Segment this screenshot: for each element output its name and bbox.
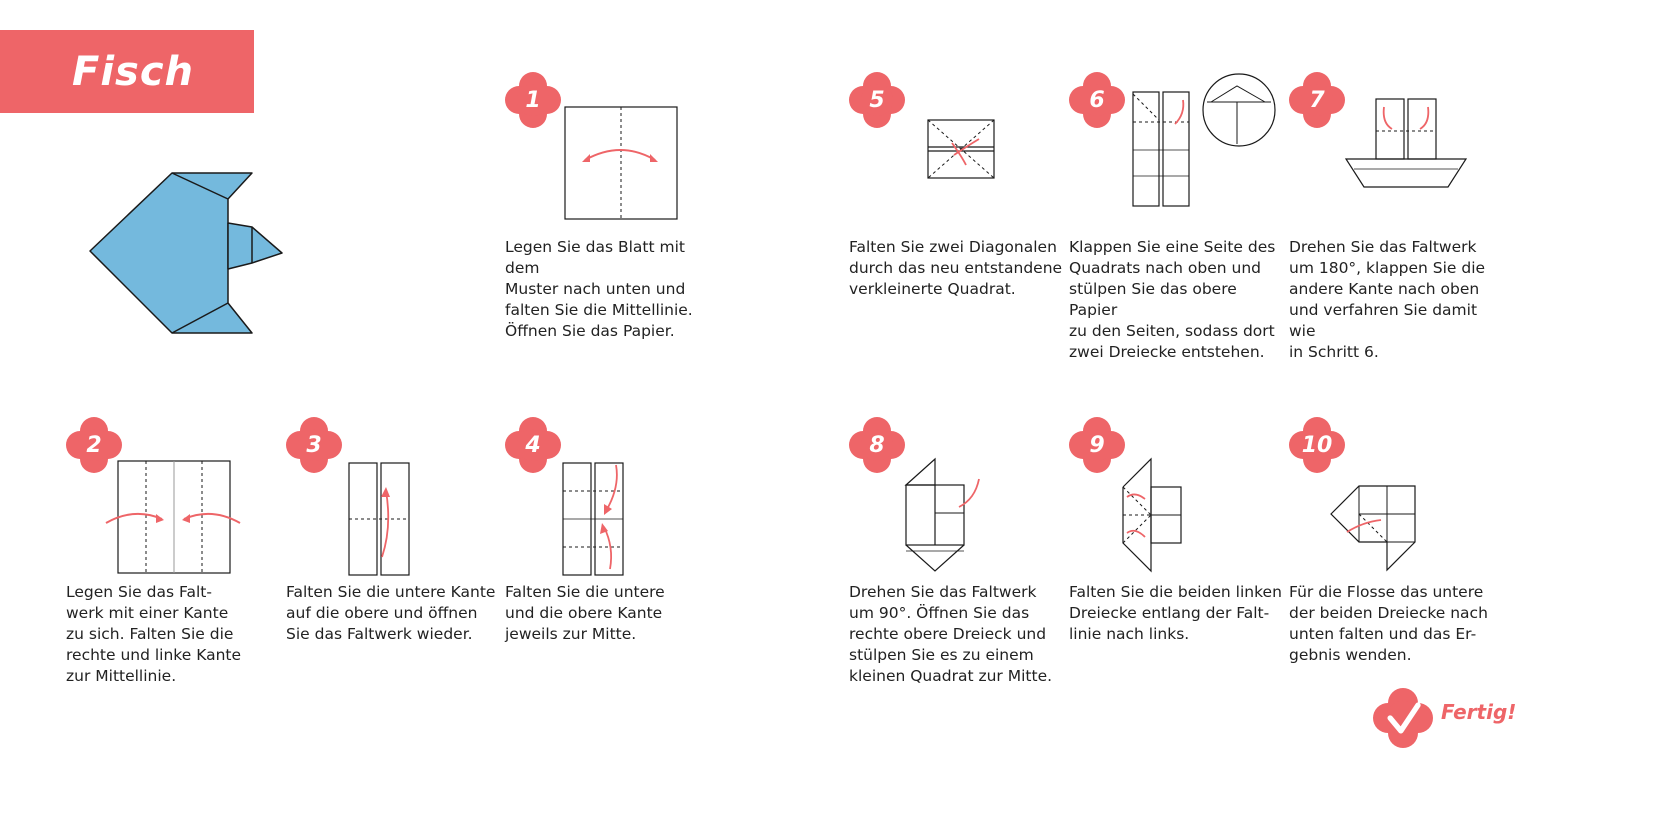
step-instruction: Legen Sie das Falt- werk mit einer Kante zu sich. Falten Sie die rechte und linke Kante zur Mittellinie. [66, 583, 242, 685]
checkmark-flower-icon [1373, 688, 1433, 748]
step-5-diagram [924, 117, 999, 182]
step-number: 3 [306, 432, 322, 458]
step-number: 6 [1089, 87, 1105, 113]
step-instruction: Falten Sie die untere und die obere Kante jeweils zur Mitte. [505, 583, 665, 643]
step-3 [286, 417, 506, 707]
step-4-diagram [560, 457, 630, 579]
step-10-diagram [1327, 482, 1422, 577]
page-title: Fisch [72, 48, 195, 95]
step-number: 7 [1309, 87, 1325, 113]
step-instruction: Für die Flosse das untere der beiden Dreiecke nach unten falten und das Er- gebnis wenden. [1289, 583, 1488, 664]
step-4 [505, 417, 725, 707]
step-7 [1289, 72, 1509, 362]
step-number: 5 [869, 87, 885, 113]
step-number-badge [1289, 417, 1345, 473]
step-9-diagram [1119, 455, 1189, 585]
step-2 [66, 417, 286, 707]
step-number: 10 [1301, 432, 1333, 458]
step-1 [505, 72, 725, 362]
step-number-badge [286, 417, 342, 473]
step-8 [849, 417, 1069, 707]
step-instruction: Falten Sie die untere Kante auf die obere und öffnen Sie das Faltwerk wieder. [286, 583, 496, 643]
step-1-diagram [560, 102, 680, 222]
step-number-badge [849, 72, 905, 128]
step-10 [1289, 417, 1509, 707]
step-5 [849, 72, 1069, 362]
step-9 [1069, 417, 1289, 707]
step-instruction: Falten Sie zwei Diagonalen durch das neu entstandene verkleinerte Quadrat. [849, 238, 1063, 298]
step-8-diagram [901, 455, 991, 585]
step-instruction: Drehen Sie das Faltwerk um 90°. Öffnen Sie das rechte obere Dreieck und stülpen Sie es zu einem kleinen Quadrat zur Mitte. [849, 583, 1053, 685]
step-number: 8 [869, 432, 885, 458]
step-number-badge [505, 417, 561, 473]
step-number-badge [849, 417, 905, 473]
step-instruction: Drehen Sie das Faltwerk um 180°, klappen Sie die andere Kante nach oben und verfahren Sie damit wie in Schritt 6. [1289, 238, 1486, 361]
done-marker [1373, 688, 1523, 748]
fish-illustration [80, 165, 300, 345]
step-number-badge [1069, 417, 1125, 473]
step-2-diagram [104, 457, 244, 577]
step-number: 2 [86, 432, 102, 458]
step-number-badge [1069, 72, 1125, 128]
step-instruction: Legen Sie das Blatt mit dem Muster nach unten und falten Sie die Mittellinie. Öffnen Sie das Papier. [505, 238, 693, 340]
step-6 [1069, 72, 1289, 362]
step-number-badge [1289, 72, 1345, 128]
step-7-diagram [1344, 97, 1469, 192]
title-banner [0, 30, 254, 113]
step-number: 9 [1089, 432, 1105, 458]
step-3-diagram [344, 457, 414, 579]
step-instruction: Falten Sie die beiden linken Dreiecke entlang der Falt- linie nach links. [1069, 583, 1282, 643]
step-number: 1 [525, 87, 541, 113]
step-6-diagram [1131, 72, 1281, 212]
done-label: Fertig! [1441, 700, 1517, 724]
step-number-badge [505, 72, 561, 128]
step-number: 4 [525, 432, 541, 458]
step-instruction: Klappen Sie eine Seite des Quadrats nach oben und stülpen Sie das obere Papier zu den Seiten, sodass dort zwei Dreiecke entstehen. [1069, 238, 1276, 361]
